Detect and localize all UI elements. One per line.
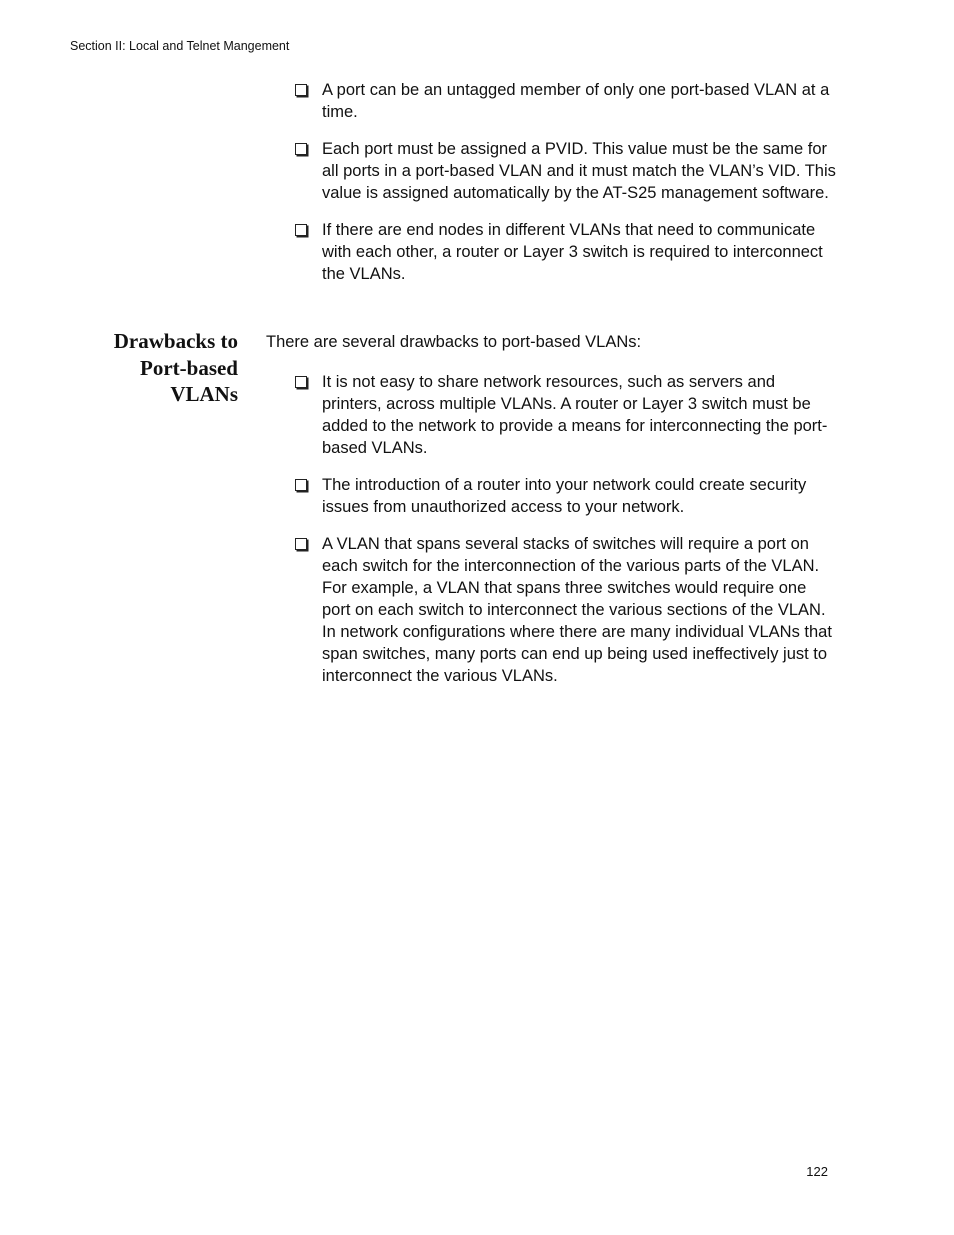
list-item <box>293 533 838 687</box>
list-item <box>293 79 838 123</box>
section-heading-line: Drawbacks to <box>113 329 238 353</box>
checkbox-bullet-icon <box>295 84 307 96</box>
section-intro: There are several drawbacks to port-based VLANs: <box>266 333 642 351</box>
checkbox-bullet-icon <box>295 143 307 155</box>
checkbox-bullet-icon <box>295 224 307 236</box>
checkbox-bullet-icon <box>295 479 307 491</box>
list-item-text: It is not easy to share network resources, such as servers and printers, across multiple VLANs. A router or Layer 3 switch must be added to the network to provide a means for interconnecting the port-based VLANs. <box>322 373 828 457</box>
running-header: Section II: Local and Telnet Mangement <box>70 39 290 53</box>
section-heading-line: Port-based <box>140 355 238 380</box>
page-number: 122 <box>806 1164 828 1179</box>
requirements-list <box>293 79 838 300</box>
list-item-text: Each port must be assigned a PVID. This value must be the same for all ports in a port-based VLAN and it must match the VLAN’s VID. This value is assigned automatically by the AT-S25 management software. <box>322 140 836 202</box>
list-item <box>293 219 838 285</box>
list-item <box>293 138 838 204</box>
list-item <box>293 371 838 459</box>
checkbox-bullet-icon <box>295 376 307 388</box>
section-heading <box>60 328 238 408</box>
list-item-text: The introduction of a router into your network could create security issues from unauthorized access to your network. <box>322 476 807 516</box>
list-item-text: A VLAN that spans several stacks of switches will require a port on each switch for the interconnection of the various parts of the VLAN. For example, a VLAN that spans three switches would require one port on each switch to interconnect the various sections of the VLAN. In network configurations where there are many individual VLANs that span switches, many ports can end up being used ineffectively just to interconnect the various VLANs. <box>322 535 832 685</box>
drawbacks-list <box>293 371 838 702</box>
checkbox-bullet-icon <box>295 538 307 550</box>
list-item-text: A port can be an untagged member of only one port-based VLAN at a time. <box>322 81 830 121</box>
section-heading-line: VLANs <box>170 382 238 406</box>
list-item-text: If there are end nodes in different VLANs that need to communicate with each other, a router or Layer 3 switch is required to interconnect the VLANs. <box>322 221 823 283</box>
list-item <box>293 474 838 518</box>
